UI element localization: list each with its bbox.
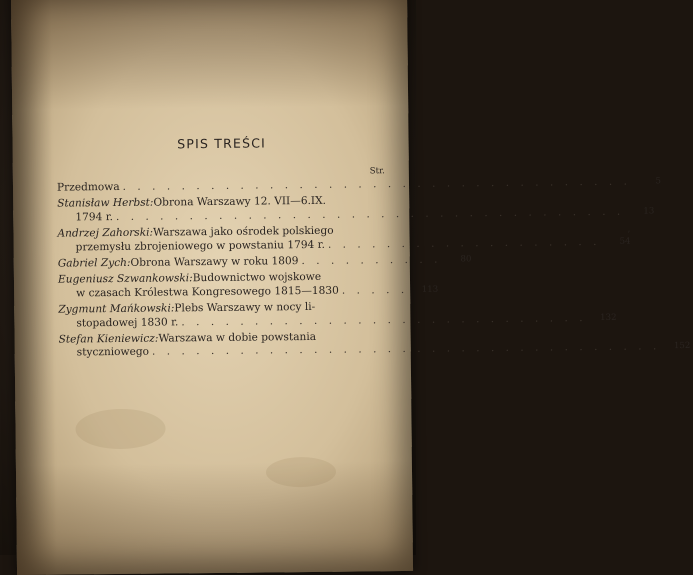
entry-page-number: 54 [619, 236, 631, 247]
toc-entry-mankowski [58, 300, 617, 330]
entry-title: Przedmowa [56, 180, 120, 194]
toc-title: SPIS TREŚCI [177, 135, 267, 152]
leader-dots: . . . . . [341, 283, 409, 297]
entry-page-number: 80 [460, 254, 472, 265]
entry-author: Andrzej Zahorski: [57, 226, 154, 240]
entry-title-continued: stopadowej 1830 r. [76, 316, 179, 330]
table-of-contents [56, 134, 691, 363]
entry-title: Warszawa jako ośrodek polskiego [153, 224, 334, 239]
entry-author: Stefan Kieniewicz: [58, 332, 159, 346]
entry-page-number: 152 [673, 341, 691, 352]
entry-page-number: 13 [643, 206, 655, 217]
entry-author: Eugeniusz Szwankowski: [57, 272, 193, 287]
entry-title-continued: 1794 r. [75, 210, 114, 224]
book-page [11, 0, 691, 575]
entry-title: Warszawa w dobie powstania [158, 330, 317, 345]
leader-dots: . . . . . . . . . . . . . . . . . . . . . . . . . . . . . . . . . . . [122, 175, 632, 193]
entry-author: Zygmunt Mańkowski: [58, 302, 175, 316]
entry-title: Obrona Warszawy 12. VII—6.IX. [153, 195, 327, 210]
toc-entry-kieniewicz [58, 330, 691, 360]
entry-title: Plebs Warszawy w nocy li- [174, 301, 316, 315]
toc-entry-zych [57, 253, 472, 271]
entry-page-number: 132 [600, 312, 617, 323]
entry-title-continued: w czasach Królestwa Kongresowego 1815—1830 [76, 284, 339, 300]
toc-entry-szwankowski [57, 271, 439, 301]
leader-dots: . . . . . . . . . . . . . . . . . . . . . . . . . . . . [181, 311, 587, 328]
entry-page-number: 113 [421, 284, 439, 295]
toc-entry-herbst [57, 195, 655, 225]
toc-entry-preface [56, 175, 662, 195]
leader-dots: . . . . . . . . . . [301, 253, 442, 268]
entry-title-continued: styczniowego [76, 346, 150, 359]
leader-dots: . . . . . . . . . . . . . . . . . . . [327, 235, 601, 251]
entry-author: Stanisław Herbst: [57, 197, 154, 211]
entry-title-continued: przemysłu zbrojeniowego w powstaniu 1794 r. [75, 238, 325, 254]
entry-author: Gabriel Zych: [57, 256, 131, 270]
leader-dots: . . . . . . . . . . . . . . . . . . . . . . . . . . . . . . . . . . . [151, 340, 661, 359]
entry-title: Obrona Warszawy w roku 1809 [130, 255, 299, 269]
toc-entry-zahorski [57, 224, 631, 254]
entry-page-mark: , [627, 224, 631, 235]
entry-title: Budownictwo wojskowe [192, 271, 322, 285]
entry-page-number: 5 [655, 176, 662, 187]
leader-dots: . . . . . . . . . . . . . . . . . . . . . . . . . . . . . . . . . . . [115, 205, 625, 223]
page-column-label: Str. [369, 166, 385, 177]
